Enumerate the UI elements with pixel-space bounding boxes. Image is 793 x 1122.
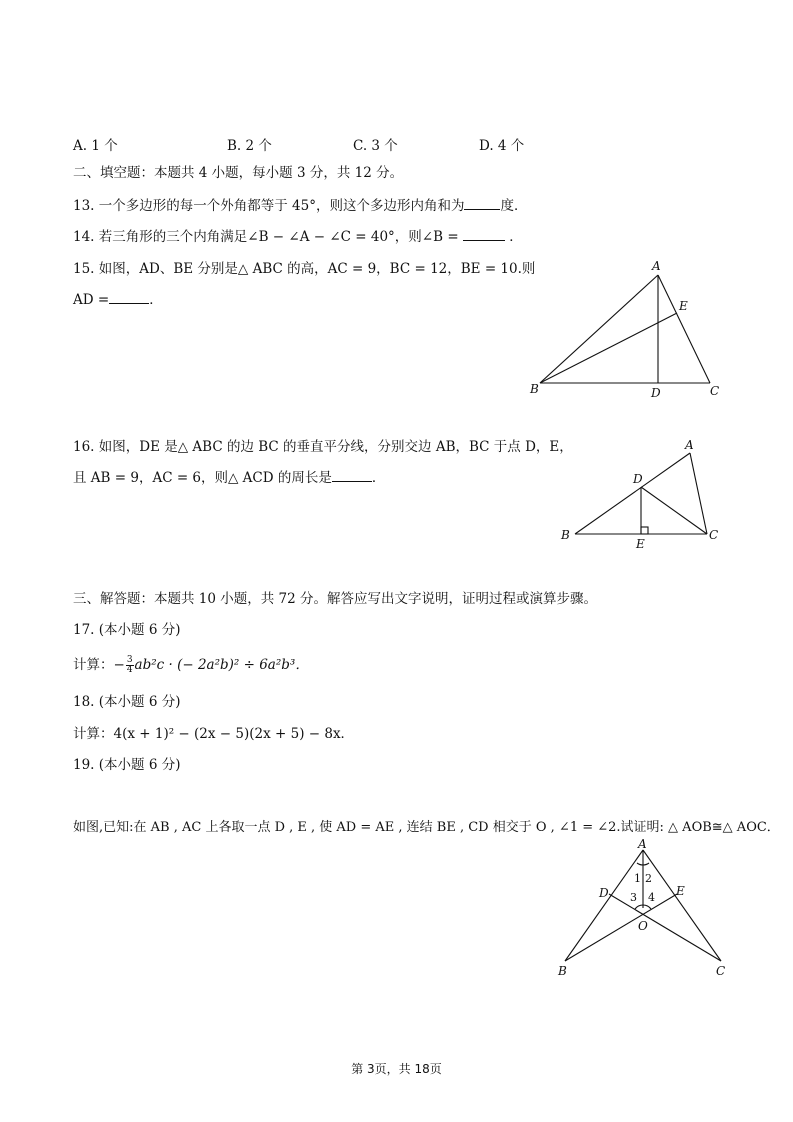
q16-side-ac xyxy=(690,453,707,534)
q19-angle-1: 1 xyxy=(634,872,641,885)
option-c: C. 3 个 xyxy=(353,138,398,154)
q15-label-d: D xyxy=(651,386,661,400)
q16-side-ab xyxy=(575,453,690,534)
q16-label-a: A xyxy=(685,438,694,452)
option-b: B. 2 个 xyxy=(227,138,272,154)
q19-label-c: C xyxy=(716,964,726,978)
q17-header: 17. (本小题 6 分) xyxy=(73,622,181,638)
q15-side-ac xyxy=(658,275,710,383)
q17-fraction xyxy=(126,656,134,675)
q17-prefix: 计算：− xyxy=(73,657,125,673)
q15-label-a: A xyxy=(652,259,661,273)
q19-label-a: A xyxy=(638,838,647,851)
option-a: A. 1 个 xyxy=(73,138,118,154)
q15-label-e: E xyxy=(679,299,688,313)
q15-after: ． xyxy=(149,292,163,308)
q13-text: 13. 一个多边形的每一个外角都等于 45°，则这个多边形内角和为 xyxy=(73,198,465,214)
q15-label-b: B xyxy=(530,382,539,396)
section2-title: 二、填空题：本题共 4 小题，每小题 3 分，共 12 分。 xyxy=(73,165,404,181)
q19-segment-be xyxy=(565,894,677,961)
q14-after: ． xyxy=(509,229,523,245)
q19-label-b: B xyxy=(558,964,567,978)
q19-label-o: O xyxy=(638,919,648,933)
q17-expr: ab²c · (− 2a²b)² ÷ 6a²b³． xyxy=(134,657,309,673)
q13-blank xyxy=(464,197,500,210)
q15-side-ab xyxy=(540,275,658,383)
q16-line1: 16. 如图，DE 是△ ABC 的边 BC 的垂直平分线，分别交边 AB，BC 于点 D，E， xyxy=(73,439,573,455)
q15-line2 xyxy=(73,291,163,309)
q18-text: 计算：4(x + 1)² − (2x − 5)(2x + 5) − 8x． xyxy=(73,726,355,742)
q15-altitude-be xyxy=(540,313,677,383)
q16-after: ． xyxy=(371,470,386,486)
q17-frac-den: 4 xyxy=(126,665,133,675)
q19-header: 19. (本小题 6 分) xyxy=(73,757,181,773)
q17-frac-num: 3 xyxy=(126,655,133,665)
q15-figure xyxy=(520,255,730,405)
q14-blank xyxy=(463,228,505,241)
q19-label-e: E xyxy=(676,884,685,898)
q15-blank xyxy=(109,291,149,304)
q19-figure xyxy=(545,838,745,983)
question-14 xyxy=(73,228,523,246)
q16-right-angle-mark xyxy=(641,527,648,534)
q15-label-c: C xyxy=(710,384,720,398)
q16-label-b: B xyxy=(561,528,570,542)
q16-label-c: C xyxy=(709,528,719,542)
q16-blank xyxy=(332,469,372,482)
q15-lhs: AD = xyxy=(73,292,110,308)
question-13 xyxy=(73,197,527,215)
section3-title: 三、解答题：本题共 10 小题，共 72 分。解答应写出文字说明，证明过程或演算步骤。 xyxy=(73,591,598,607)
q19-segment-cd xyxy=(609,894,721,961)
q16-segment-dc xyxy=(641,487,707,534)
q14-text: 14. 若三角形的三个内角满足∠B − ∠A − ∠C = 40°，则∠B = xyxy=(73,229,459,245)
option-d: D. 4 个 xyxy=(479,138,525,154)
q16-figure xyxy=(555,435,735,555)
q19-side-ab xyxy=(565,850,643,961)
q19-label-d: D xyxy=(599,886,609,900)
q15-line1: 15. 如图，AD、BE 分别是△ ABC 的高，AC = 9，BC = 12，BE = 10.则 xyxy=(73,261,536,277)
q13-after: 度． xyxy=(500,198,528,214)
q16-label-e: E xyxy=(636,537,645,551)
q16-lhs: 且 AB = 9，AC = 6，则△ ACD 的周长是 xyxy=(73,470,332,486)
q16-line2 xyxy=(73,469,385,487)
q19-side-ac xyxy=(643,850,721,961)
q16-label-d: D xyxy=(633,472,643,486)
q17-expression xyxy=(73,656,309,675)
q19-angle-2: 2 xyxy=(645,872,652,885)
q19-angle-4: 4 xyxy=(648,891,655,904)
q19-angle-3: 3 xyxy=(630,891,637,904)
page-footer: 第 3页，共 18页 xyxy=(351,1062,442,1076)
q19-text: 如图,已知:在 AB , AC 上各取一点 D , E , 使 AD = AE , 连结 BE , CD 相交于 O , ∠1 = ∠2.试证明: △ AOB≅△ AOC． xyxy=(73,820,780,835)
q18-header: 18. (本小题 6 分) xyxy=(73,694,181,710)
